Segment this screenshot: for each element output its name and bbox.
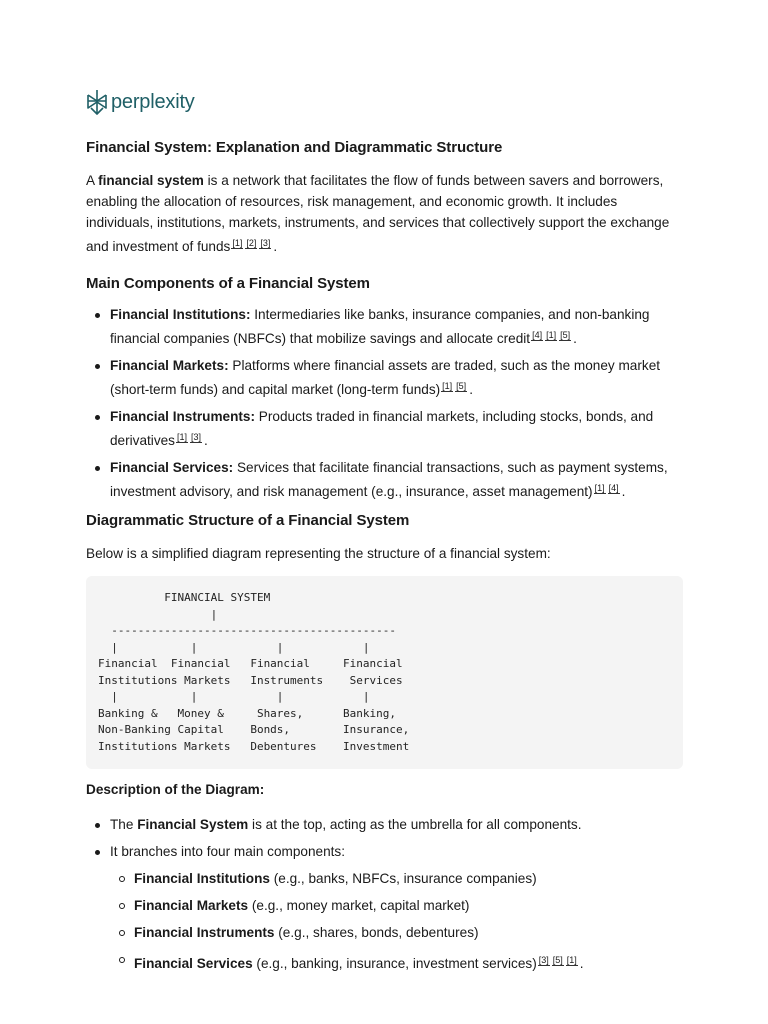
perplexity-logo[interactable] xyxy=(86,89,195,115)
citation-link[interactable]: [1] xyxy=(442,381,453,391)
ascii-diagram: FINANCIAL SYSTEM | ------------------------------------------- | | | | Financial Financial Financial Financial Institutions Markets Instruments Services | | | | Banking & Money & Shares, Banking, Non-Banking Capital Bonds, Insurance, Institutions Markets Debentures Investment xyxy=(98,591,410,753)
citation-link[interactable]: [3] xyxy=(191,432,202,442)
diagram-intro: Below is a simplified diagram representing the structure of a financial system: xyxy=(86,546,551,561)
citation-group xyxy=(531,330,573,340)
intro-paragraph: A financial system is a network that facilitates the flow of funds between savers and borrowers, enabling the allocation of resources, risk management, and economic growth. It includes individuals, institutions, markets, instruments, and services that collectively support the exchange and investment of funds [1] [2] [3] . xyxy=(86,173,670,254)
citation-group xyxy=(594,483,622,493)
citation-link[interactable]: [1] xyxy=(566,955,577,965)
components-list xyxy=(86,305,686,502)
citation-link[interactable]: [1] xyxy=(232,238,243,248)
citation-link[interactable]: [5] xyxy=(560,330,571,340)
citation-group xyxy=(231,238,273,248)
list-item: Financial Instruments: Products traded in financial markets, including stocks, bonds, and derivatives [1] [3] . xyxy=(86,407,686,451)
citation-link[interactable]: [1] xyxy=(176,432,187,442)
list-item: The Financial System is at the top, acting as the umbrella for all components. xyxy=(86,815,686,835)
list-item: Financial Institutions: Intermediaries like banks, insurance companies, and non-banking financial companies (NBFCs) that mobilize savings and allocate credit [4] [1] [5] . xyxy=(86,305,686,349)
citation-link[interactable]: [5] xyxy=(552,955,563,965)
description-sublist xyxy=(110,869,686,974)
citation-link[interactable]: [2] xyxy=(246,238,257,248)
description-heading: Description of the Diagram: xyxy=(86,782,265,797)
description-list xyxy=(86,815,686,974)
citation-link[interactable]: [5] xyxy=(456,381,467,391)
section-heading-components: Main Components of a Financial System xyxy=(86,275,370,292)
page-title: Financial System: Explanation and Diagrammatic Structure xyxy=(86,139,503,156)
list-item: Financial Markets: Platforms where financial assets are traded, such as the money market (short-term funds) and capital market (long-term funds) [1] [5] . xyxy=(86,356,686,400)
citation-link[interactable]: [3] xyxy=(538,955,549,965)
list-item: It branches into four main components: Financial Institutions (e.g., banks, NBFCs, insurance companies) Financial Markets (e.g., money market, capital market) Financial Instruments (e.g., shares, bonds, debentures) Financial Services (e.g., banking, insurance, investment services) [3] [5] [1] . xyxy=(86,842,686,974)
sublist-item: Financial Markets (e.g., money market, capital market) xyxy=(110,896,686,916)
citation-group xyxy=(441,381,469,391)
intro-term: financial system xyxy=(98,173,204,188)
perplexity-logo-icon xyxy=(86,89,108,115)
citation-group xyxy=(538,955,580,965)
citation-link[interactable]: [1] xyxy=(546,330,557,340)
logo-wordmark: perplexity xyxy=(111,90,195,113)
citation-link[interactable]: [1] xyxy=(594,483,605,493)
citation-link[interactable]: [3] xyxy=(260,238,271,248)
citation-group xyxy=(176,432,204,442)
sublist-item: Financial Services (e.g., banking, insurance, investment services) [3] [5] [1] . xyxy=(110,950,686,974)
list-item: Financial Services: Services that facilitate financial transactions, such as payment systems, investment advisory, and risk management (e.g., insurance, asset management) [1] [4] . xyxy=(86,458,686,502)
citation-link[interactable]: [4] xyxy=(532,330,543,340)
code-block[interactable] xyxy=(86,576,683,769)
citation-link[interactable]: [4] xyxy=(608,483,619,493)
section-heading-diagram: Diagrammatic Structure of a Financial System xyxy=(86,512,410,529)
sublist-item: Financial Institutions (e.g., banks, NBFCs, insurance companies) xyxy=(110,869,686,889)
sublist-item: Financial Instruments (e.g., shares, bonds, debentures) xyxy=(110,923,686,943)
